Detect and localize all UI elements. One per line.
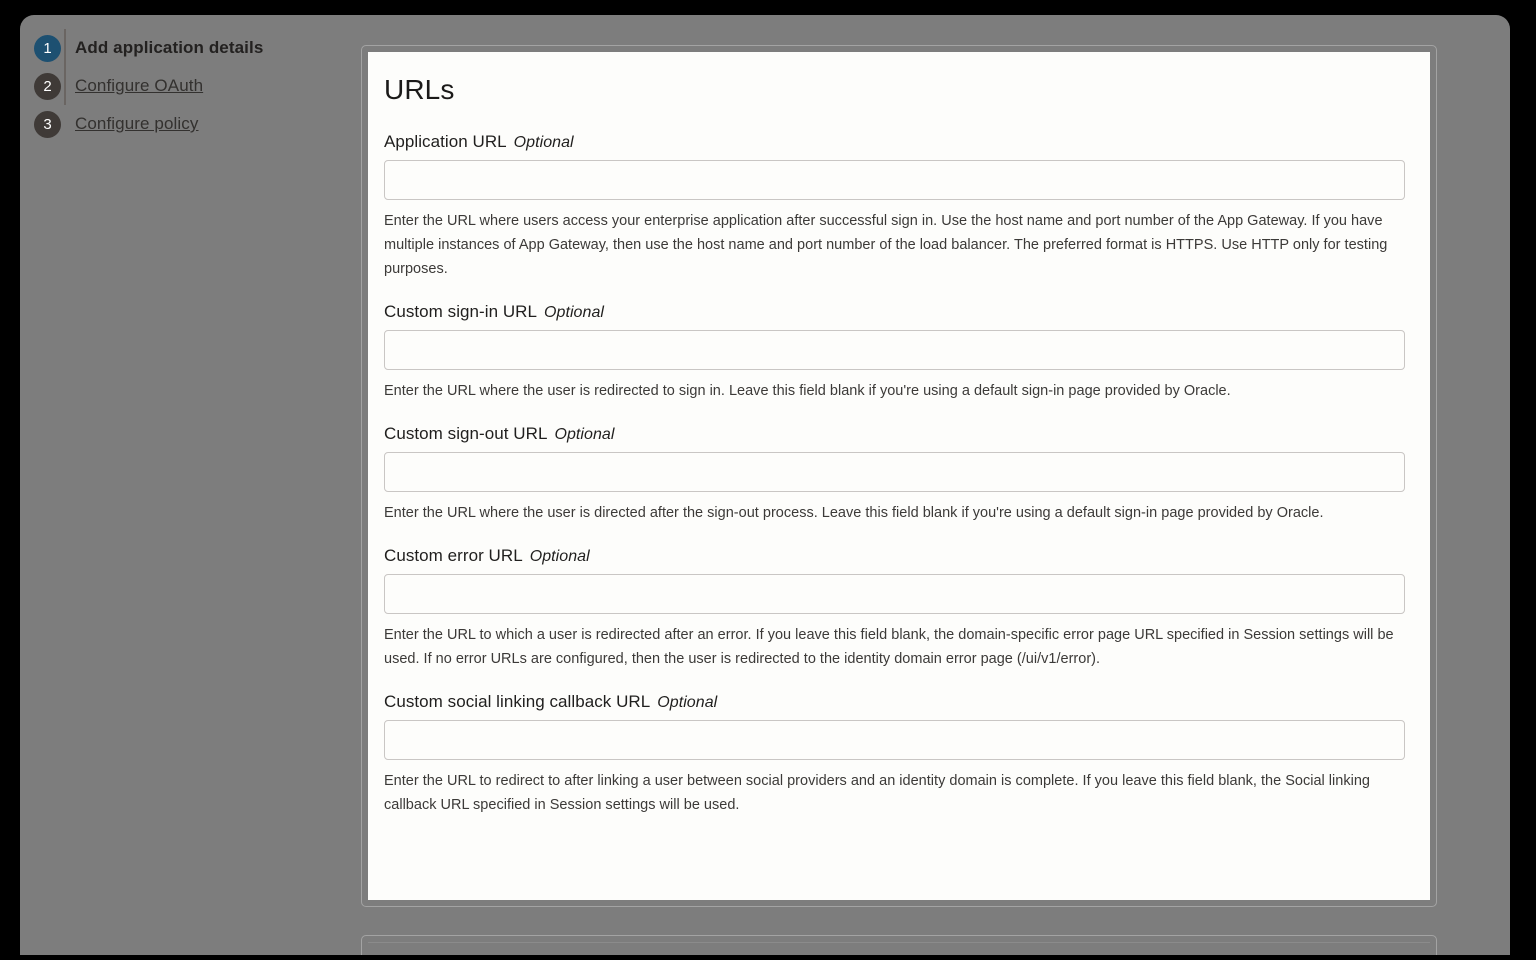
field-help-custom-sign-out-url: Enter the URL where the user is directed after the sign-out process. Leave this field blank if you're using a default sign-in page provided by Oracle. xyxy=(384,505,1324,521)
step-badge-2: 2 xyxy=(34,73,61,100)
field-label-text: Custom social linking callback URL xyxy=(384,692,651,711)
field-label-custom-sign-out-url xyxy=(384,424,1414,444)
urls-card-content xyxy=(368,52,1430,900)
optional-tag: Optional xyxy=(513,134,574,151)
field-label-application-url xyxy=(384,132,1414,152)
step-badge-3: 3 xyxy=(34,111,61,138)
application-container xyxy=(20,15,1510,955)
wizard-step-navigation xyxy=(20,15,340,143)
step-badge-1: 1 xyxy=(34,35,61,62)
field-group-application-url xyxy=(384,132,1414,281)
field-label-text: Application URL xyxy=(384,132,507,151)
field-help-custom-sign-in-url: Enter the URL where the user is redirected to sign in. Leave this field blank if you're using a default sign-in page provided by Oracle. xyxy=(384,383,1231,399)
field-help-application-url: Enter the URL where users access your enterprise application after successful sign in. Use the host name and port number of the App Gateway. If you have multiple instances of App Gateway, then use the host name and port number of the load balancer. The preferred format is HTTPS. Use HTTP only for testing purposes. xyxy=(384,213,1388,277)
custom-social-linking-callback-url-input[interactable] xyxy=(384,720,1405,760)
custom-error-url-input[interactable] xyxy=(384,574,1405,614)
field-label-custom-sign-in-url xyxy=(384,302,1414,322)
step-label-add-application-details: Add application details xyxy=(75,38,264,57)
wizard-step-3[interactable] xyxy=(34,105,340,143)
wizard-step-2[interactable] xyxy=(34,67,340,105)
field-group-custom-social-linking-callback-url xyxy=(384,692,1414,817)
next-card-content xyxy=(368,942,1430,955)
field-help-custom-social-linking-callback-url: Enter the URL to redirect to after linking a user between social providers and an identity domain is complete. If you leave this field blank, the Social linking callback URL specified in Session settings will be used. xyxy=(384,773,1370,813)
application-url-input[interactable] xyxy=(384,160,1405,200)
optional-tag: Optional xyxy=(544,304,605,321)
custom-sign-in-url-input[interactable] xyxy=(384,330,1405,370)
page-title: URLs xyxy=(384,74,455,105)
optional-tag: Optional xyxy=(529,548,590,565)
optional-tag: Optional xyxy=(554,426,615,443)
step-link-configure-oauth[interactable]: Configure OAuth xyxy=(75,76,204,95)
field-label-text: Custom error URL xyxy=(384,546,523,565)
field-label-text: Custom sign-out URL xyxy=(384,424,548,443)
field-label-custom-error-url xyxy=(384,546,1414,566)
step-connector-line xyxy=(64,29,66,67)
field-help-custom-error-url: Enter the URL to which a user is redirected after an error. If you leave this field blank, the domain-specific error page URL specified in Session settings will be used. If no error URLs are configured, then the user is redirected to the identity domain error page (/ui/v1/error). xyxy=(384,627,1394,667)
field-label-custom-social-linking-callback-url xyxy=(384,692,1414,712)
field-group-custom-sign-out-url xyxy=(384,424,1414,525)
step-link-configure-policy[interactable]: Configure policy xyxy=(75,114,199,133)
urls-card xyxy=(361,45,1437,907)
wizard-step-1[interactable] xyxy=(34,29,340,67)
field-group-custom-error-url xyxy=(384,546,1414,671)
optional-tag: Optional xyxy=(657,694,718,711)
custom-sign-out-url-input[interactable] xyxy=(384,452,1405,492)
step-connector-line xyxy=(64,67,66,105)
field-group-custom-sign-in-url xyxy=(384,302,1414,403)
field-label-text: Custom sign-in URL xyxy=(384,302,538,321)
next-card-partial xyxy=(361,935,1437,955)
